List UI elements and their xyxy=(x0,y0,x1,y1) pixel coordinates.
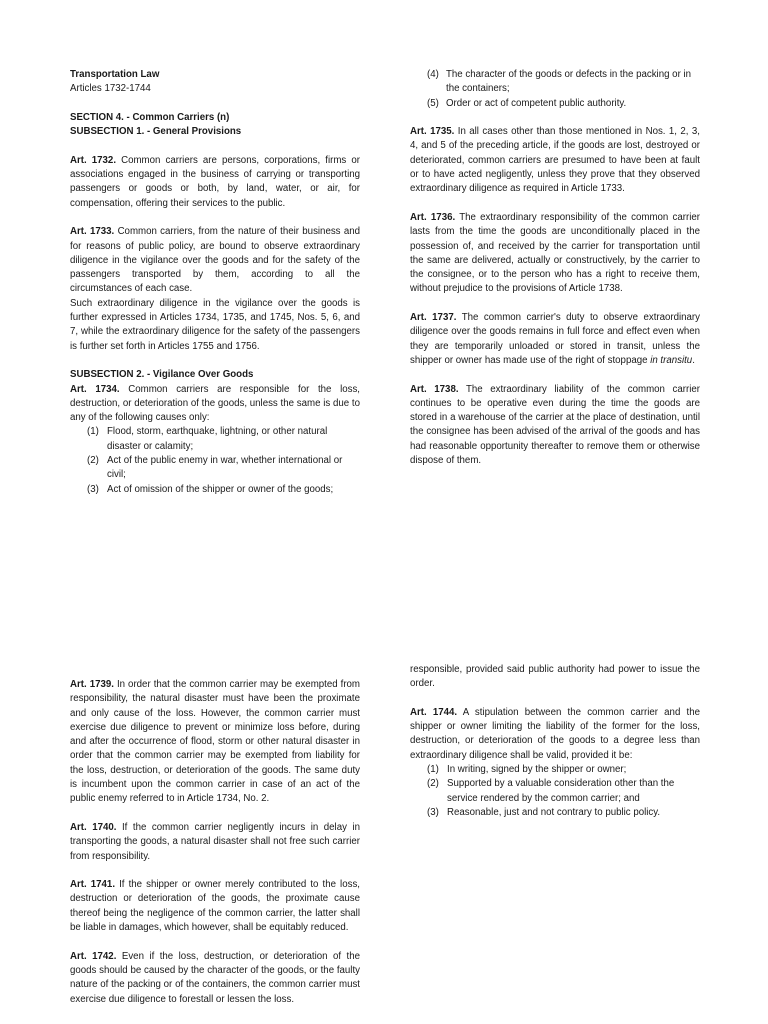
article-text: The extraordinary liability of the common carrier continues to be operative even during the time the goods are stored in a warehouse of the carrier at the place of destination, until the consignee has been advised of the arrival of the goods and has had reasonable opportunity thereafter to remove them or otherwise dispose of them. xyxy=(410,383,700,467)
page1-right-column xyxy=(410,68,700,468)
page2-left-column xyxy=(70,678,360,1007)
article-1742 xyxy=(70,950,360,1007)
page1-left-column xyxy=(70,68,360,497)
list-item: (4) The character of the goods or defects in the packing or in the containers; xyxy=(427,69,692,95)
article-text: A stipulation between the common carrier and the shipper or owner limiting the liability of the former for the loss, destruction, or deterioration of the goods to a degree less than extraordinary diligence shall be valid, provided it be: xyxy=(410,706,700,761)
document-subtitle: Articles 1732-1744 xyxy=(70,83,151,95)
subsection-2-heading: SUBSECTION 2. - Vigilance Over Goods xyxy=(70,369,254,381)
article-number: Art. 1744. xyxy=(410,706,458,718)
article-1738 xyxy=(410,383,700,469)
article-1733 xyxy=(70,225,360,296)
article-text: In all cases other than those mentioned in Nos. 1, 2, 3, 4, and 5 of the preceding article, if the goods are lost, destroyed or deteriorated, common carriers are presumed to have been at fault or to have acted negligently, unless they prove that they observed extraordinary diligence as required in Article 1733. xyxy=(410,126,700,195)
article-1739 xyxy=(70,678,360,807)
page2-right-column xyxy=(410,663,700,820)
article-1734-causes-list-continued xyxy=(410,68,700,111)
article-text: Common carriers are responsible for the loss, destruction, or deterioration of the goods, unless the same is due to any of the following causes only: xyxy=(70,383,361,424)
article-text: If the common carrier negligently incurs in delay in transporting the goods, a natural disaster shall not free such carrier from responsibility. xyxy=(70,821,360,862)
article-number: Art. 1742. xyxy=(70,950,117,962)
article-text: The extraordinary responsibility of the common carrier lasts from the time the goods are unconditionally placed in the possession of, and received by the carrier for transportation until the same are delivered, actually or constructively, by the carrier to the consignee, or to the person who has a right to receive them, without prejudice to the provisions of Article 1738. xyxy=(410,211,700,295)
article-number: Art. 1737. xyxy=(410,312,457,324)
article-number: Art. 1734. xyxy=(70,383,120,395)
list-item: (1) Flood, storm, earthquake, lightning, or other natural disaster or calamity; xyxy=(87,426,328,452)
article-1737: Art. 1737. The common carrier's duty to observe extraordinary diligence over the goods remains in full force and effect even when they are temporarily unloaded or stored in transit, unless the shipper or owner has made use of the right of stoppage in transitu. xyxy=(410,312,700,366)
article-number: Art. 1740. xyxy=(70,821,117,833)
article-text: If the shipper or owner merely contributed to the loss, destruction or deterioration of the goods, the proximate cause thereof being the negligence of the common carrier, the latter shall be liable in damages, which however, shall be equitably reduced. xyxy=(70,879,360,934)
list-item: (2) Supported by a valuable consideration other than the service rendered by the common carrier; and xyxy=(427,778,675,804)
list-item: (2) Act of the public enemy in war, whether international or civil; xyxy=(87,455,343,481)
article-1743-continuation: responsible, provided said public authority had power to issue the order. xyxy=(410,664,700,690)
article-1734-causes-list xyxy=(70,425,360,496)
article-text: Common carriers, from the nature of their business and for reasons of public policy, are bound to observe extraordinary diligence in the vigilance over the goods and for the safety of the passengers transported by them, according to all the circumstances of each case. xyxy=(70,226,361,295)
article-1732 xyxy=(70,154,360,211)
list-item: (3) Reasonable, just and not contrary to public policy. xyxy=(427,806,661,818)
document-title: Transportation Law xyxy=(70,69,160,80)
article-1733-continued: Such extraordinary diligence in the vigilance over the goods is further expressed in Articles 1734, 1735, and 1745, Nos. 5, 6, and 7, while the extraordinary diligence for the safety of the passengers is further set forth in Articles 1755 and 1756. xyxy=(70,297,360,352)
article-number: Art. 1733. xyxy=(70,226,115,238)
article-1744 xyxy=(410,706,700,763)
article-1735 xyxy=(410,125,700,196)
article-number: Art. 1732. xyxy=(70,154,117,166)
article-number: Art. 1741. xyxy=(70,879,116,891)
article-1734 xyxy=(70,383,360,426)
article-text: The common carrier's duty to observe extraordinary diligence over the goods remains in full force and effect even when they are temporarily unloaded or stored in transit, unless the shipper or owner has made use of the right of stoppage xyxy=(410,312,700,366)
article-text: In order that the common carrier may be exempted from responsibility, the natural disaster must have been the proximate and only cause of the loss. However, the common carrier must exercise due diligence to prevent or minimize loss before, during and after the occurrence of flood, storm or other natural disaster in order that the common carrier may be exempted from liability for the loss, destruction, or deterioration of the goods. The same duty is incumbent upon the common carrier in case of an act of the public enemy referred to in Article 1734, No. 2. xyxy=(70,679,361,805)
article-1736 xyxy=(410,211,700,297)
section-heading: SECTION 4. - Common Carriers (n) xyxy=(70,111,230,123)
article-text: Even if the loss, destruction, or deterioration of the goods should be caused by the character of the goods, or the faulty nature of the packing or of the containers, the common carrier must exercise due diligence to forestall or lessen the loss. xyxy=(70,950,360,1005)
list-item: (3) Act of omission of the shipper or owner of the goods; xyxy=(87,483,334,495)
article-number: Art. 1735. xyxy=(410,126,455,138)
italic-term: in transitu xyxy=(650,354,693,366)
page-2 xyxy=(0,655,768,1024)
article-1744-conditions-list xyxy=(410,763,700,820)
article-1740 xyxy=(70,821,360,864)
article-text: Common carriers are persons, corporations, firms or associations engaged in the business of carrying or transporting passengers or goods or both, by land, water, or air, for compensation, offering their services to the public. xyxy=(70,154,360,209)
article-number: Art. 1739. xyxy=(70,679,114,690)
article-1741 xyxy=(70,878,360,935)
subsection-1-heading: SUBSECTION 1. - General Provisions xyxy=(70,126,242,138)
article-number: Art. 1736. xyxy=(410,211,456,223)
article-number: Art. 1738. xyxy=(410,383,459,395)
list-item: (5) Order or act of competent public authority. xyxy=(427,97,627,109)
list-item: (1) In writing, signed by the shipper or owner; xyxy=(427,764,627,776)
